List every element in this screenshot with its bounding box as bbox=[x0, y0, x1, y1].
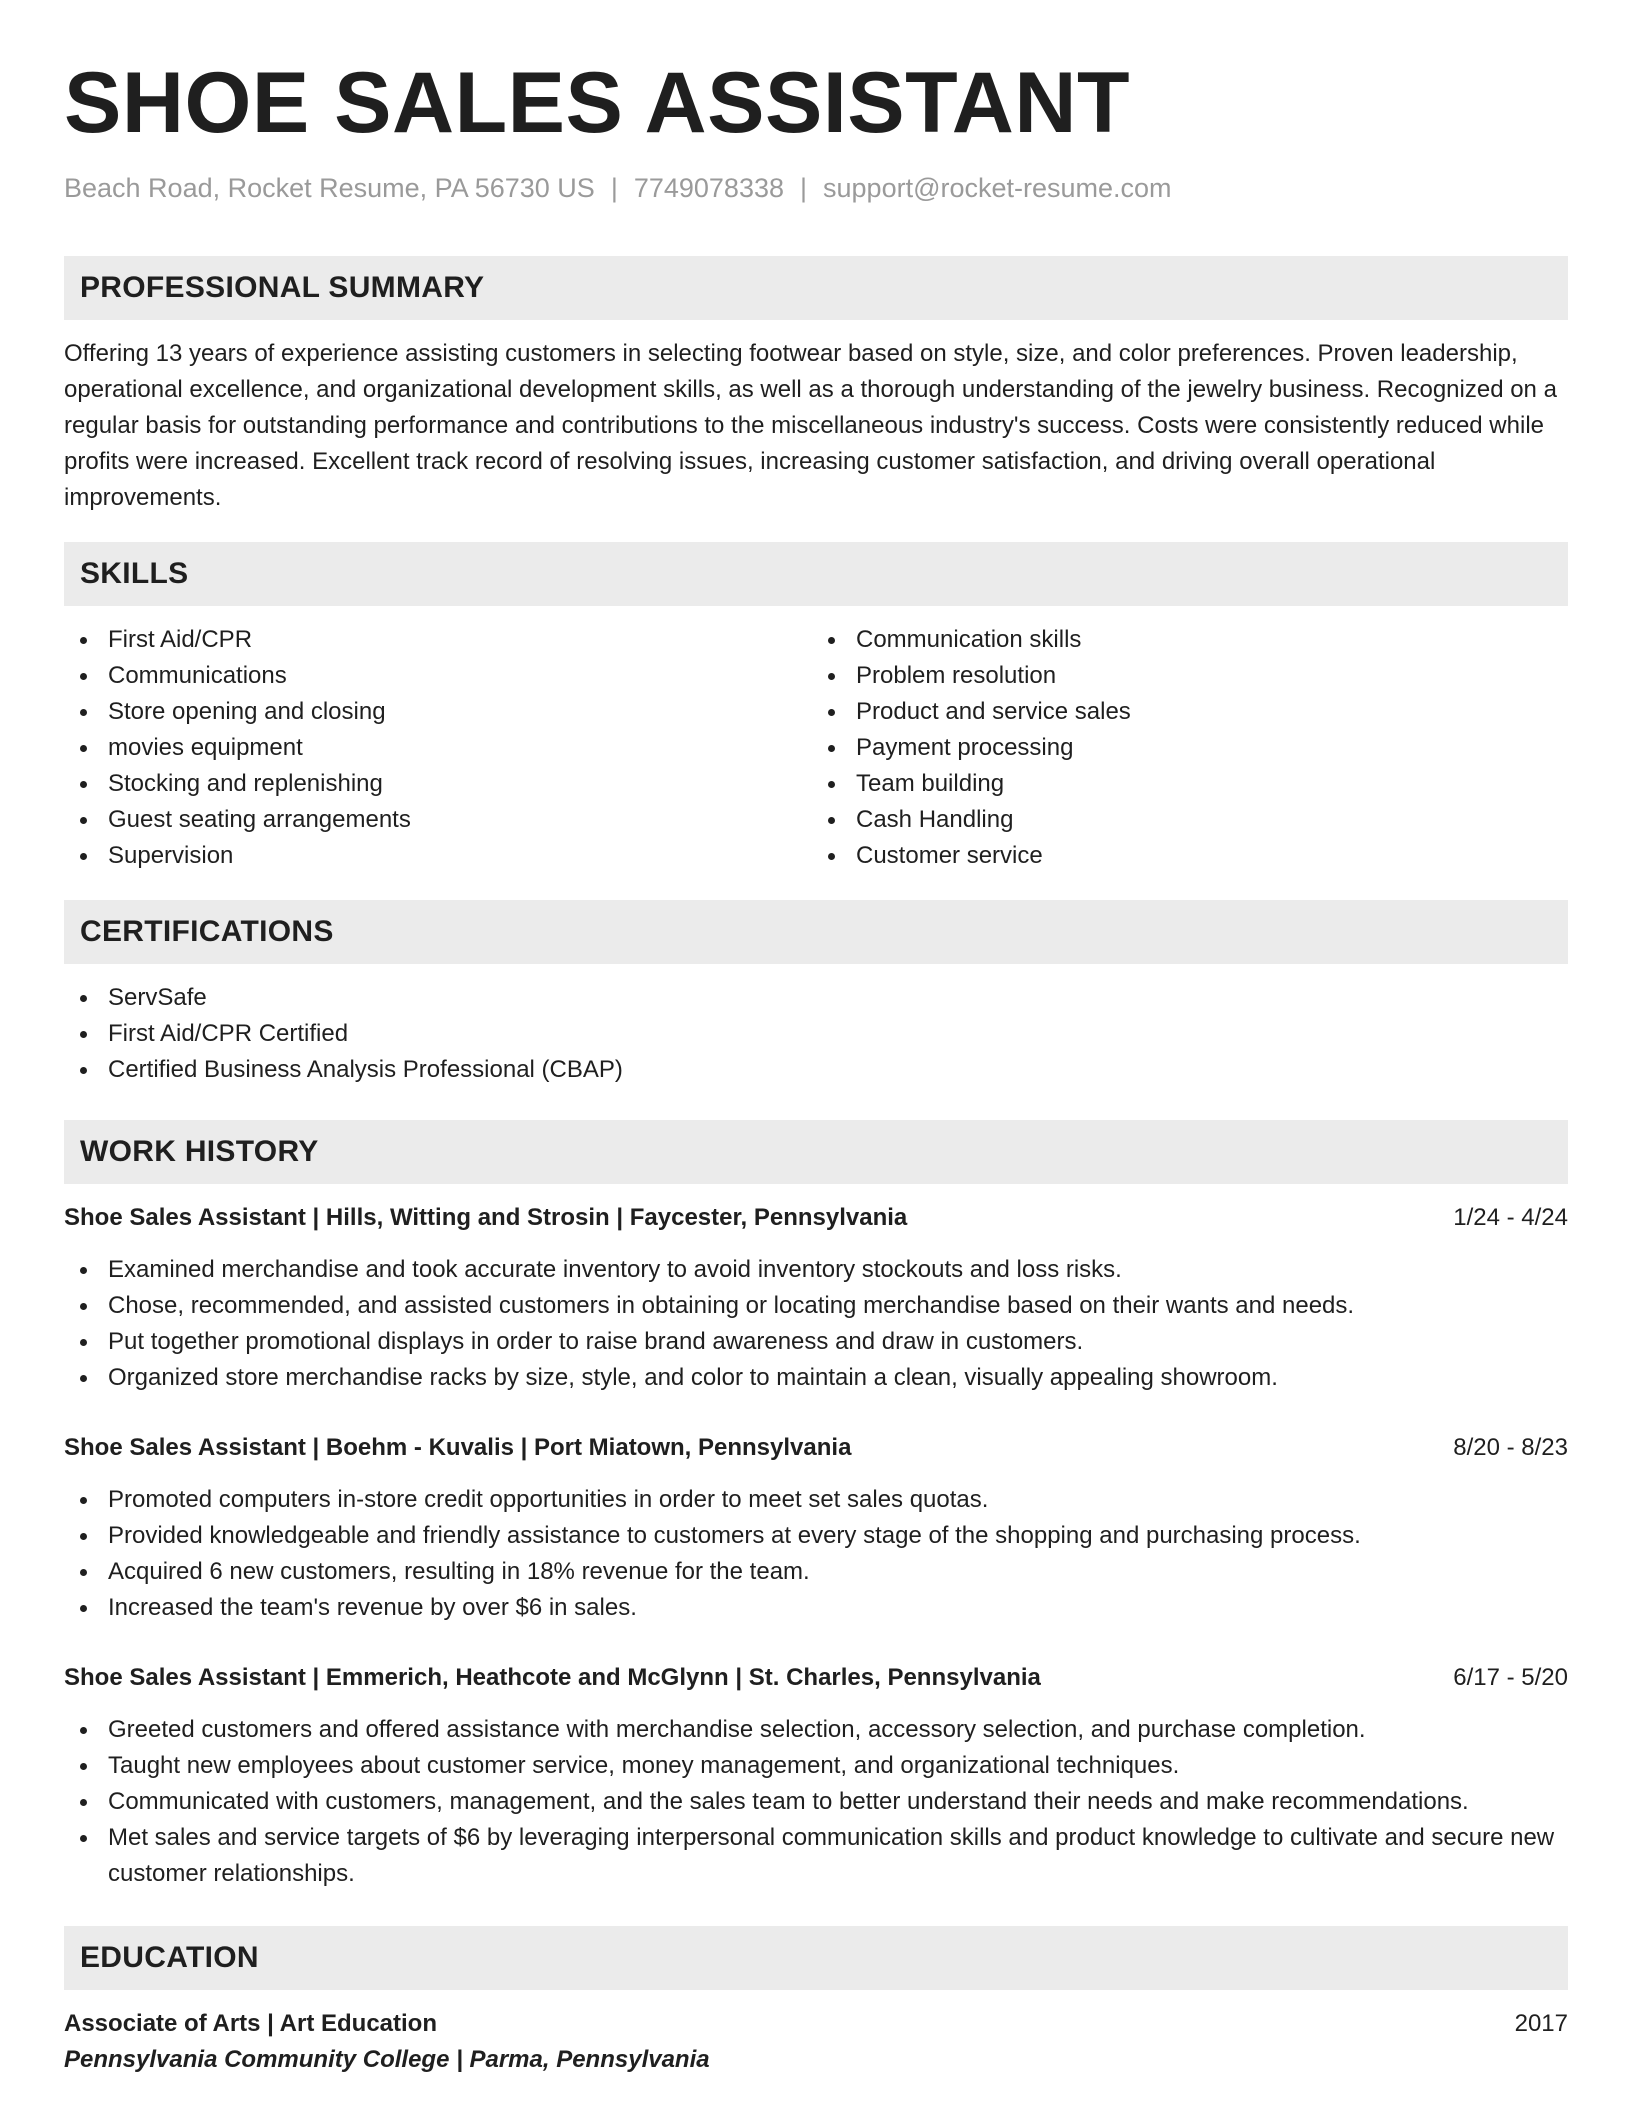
section-header bbox=[64, 542, 1568, 606]
certifications-heading: CERTIFICATIONS bbox=[80, 915, 334, 949]
job-entry bbox=[64, 1200, 1568, 1396]
job-title: Shoe Sales Assistant | Hills, Witting and Strosin | Faycester, Pennsylvania bbox=[64, 1204, 908, 1232]
job-bullets bbox=[64, 1252, 1568, 1396]
job-bullet: Met sales and service targets of $6 by leveraging interpersonal communication skills and product knowledge to cultivate and secure new customer relationships. bbox=[64, 1820, 1568, 1892]
job-entry bbox=[64, 1660, 1568, 1892]
section-header bbox=[64, 900, 1568, 964]
job-bullets bbox=[64, 1482, 1568, 1626]
skills-column-left bbox=[64, 622, 816, 874]
skill-item: Store opening and closing bbox=[64, 694, 816, 730]
skill-item: Cash Handling bbox=[816, 802, 1568, 838]
resume-name: SHOE SALES ASSISTANT bbox=[64, 55, 1131, 151]
skills-heading: SKILLS bbox=[80, 557, 189, 591]
certification-item: First Aid/CPR Certified bbox=[64, 1016, 1568, 1052]
education-school: Pennsylvania Community College | Parma, Pennsylvania bbox=[64, 2046, 710, 2074]
section-header bbox=[64, 1926, 1568, 1990]
skill-item: movies equipment bbox=[64, 730, 816, 766]
job-bullet: Provided knowledgeable and friendly assistance to customers at every stage of the shopping and purchasing process. bbox=[64, 1518, 1568, 1554]
contact-email: support@rocket-resume.com bbox=[823, 173, 1172, 203]
skill-item: Stocking and replenishing bbox=[64, 766, 816, 802]
certifications-section bbox=[64, 900, 1568, 1088]
summary-heading: PROFESSIONAL SUMMARY bbox=[80, 271, 485, 305]
job-entry bbox=[64, 1430, 1568, 1626]
job-bullet: Taught new employees about customer service, money management, and organizational techniques. bbox=[64, 1748, 1568, 1784]
skills-grid bbox=[64, 622, 1568, 874]
section-header bbox=[64, 1120, 1568, 1184]
skill-item: Product and service sales bbox=[816, 694, 1568, 730]
education-degree: Associate of Arts | Art Education bbox=[64, 2010, 437, 2038]
job-dates: 6/17 - 5/20 bbox=[1453, 1664, 1568, 1692]
skill-item: Communications bbox=[64, 658, 816, 694]
certification-item: Certified Business Analysis Professional (CBAP) bbox=[64, 1052, 1568, 1088]
work-history-section bbox=[64, 1120, 1568, 1892]
job-dates: 1/24 - 4/24 bbox=[1453, 1204, 1568, 1232]
contact-separator: | bbox=[610, 173, 618, 203]
skill-item: First Aid/CPR bbox=[64, 622, 816, 658]
contact-line bbox=[64, 172, 1568, 204]
skill-item: Team building bbox=[816, 766, 1568, 802]
certification-item: ServSafe bbox=[64, 980, 1568, 1016]
contact-phone: 7749078338 bbox=[633, 173, 784, 203]
skill-item: Problem resolution bbox=[816, 658, 1568, 694]
job-bullets bbox=[64, 1712, 1568, 1892]
job-bullet: Communicated with customers, management, and the sales team to better understand their needs and make recommendations. bbox=[64, 1784, 1568, 1820]
job-bullet: Organized store merchandise racks by size, style, and color to maintain a clean, visually appealing showroom. bbox=[64, 1360, 1568, 1396]
certifications-list bbox=[64, 980, 1568, 1088]
contact-address: Beach Road, Rocket Resume, PA 56730 US bbox=[64, 173, 595, 203]
job-title: Shoe Sales Assistant | Emmerich, Heathcote and McGlynn | St. Charles, Pennsylvania bbox=[64, 1664, 1041, 1692]
skill-item: Payment processing bbox=[816, 730, 1568, 766]
job-bullet: Greeted customers and offered assistance with merchandise selection, accessory selection, and purchase completion. bbox=[64, 1712, 1568, 1748]
skill-item: Guest seating arrangements bbox=[64, 802, 816, 838]
job-dates: 8/20 - 8/23 bbox=[1453, 1434, 1568, 1462]
job-bullet: Promoted computers in-store credit opportunities in order to meet set sales quotas. bbox=[64, 1482, 1568, 1518]
skills-column-right bbox=[816, 622, 1568, 874]
education-entry bbox=[64, 2006, 1568, 2078]
job-bullet: Examined merchandise and took accurate inventory to avoid inventory stockouts and loss risks. bbox=[64, 1252, 1568, 1288]
section-header bbox=[64, 256, 1568, 320]
skill-item: Communication skills bbox=[816, 622, 1568, 658]
summary-section bbox=[64, 256, 1568, 516]
work-history-heading: WORK HISTORY bbox=[80, 1135, 319, 1169]
education-year: 2017 bbox=[1514, 2010, 1568, 2038]
skill-item: Supervision bbox=[64, 838, 816, 874]
education-heading: EDUCATION bbox=[80, 1941, 259, 1975]
skill-item: Customer service bbox=[816, 838, 1568, 874]
job-bullet: Increased the team's revenue by over $6 in sales. bbox=[64, 1590, 1568, 1626]
contact-separator: | bbox=[800, 173, 808, 203]
job-bullet: Chose, recommended, and assisted customers in obtaining or locating merchandise based on their wants and needs. bbox=[64, 1288, 1568, 1324]
skills-section bbox=[64, 542, 1568, 874]
job-bullet: Put together promotional displays in order to raise brand awareness and draw in customers. bbox=[64, 1324, 1568, 1360]
job-title: Shoe Sales Assistant | Boehm - Kuvalis | Port Miatown, Pennsylvania bbox=[64, 1434, 852, 1462]
education-section bbox=[64, 1926, 1568, 2078]
job-bullet: Acquired 6 new customers, resulting in 18% revenue for the team. bbox=[64, 1554, 1568, 1590]
summary-text: Offering 13 years of experience assisting customers in selecting footwear based on style, size, and color preferences. Proven leadership, operational excellence, and organizational development skills, as well as a thorough understanding of the jewelry business. Recognized on a regular basis for outstanding performance and contributions to the miscellaneous industry's success. Costs were consistently reduced while profits were increased. Excellent track record of resolving issues, increasing customer satisfaction, and driving overall operational improvements. bbox=[64, 340, 1557, 512]
